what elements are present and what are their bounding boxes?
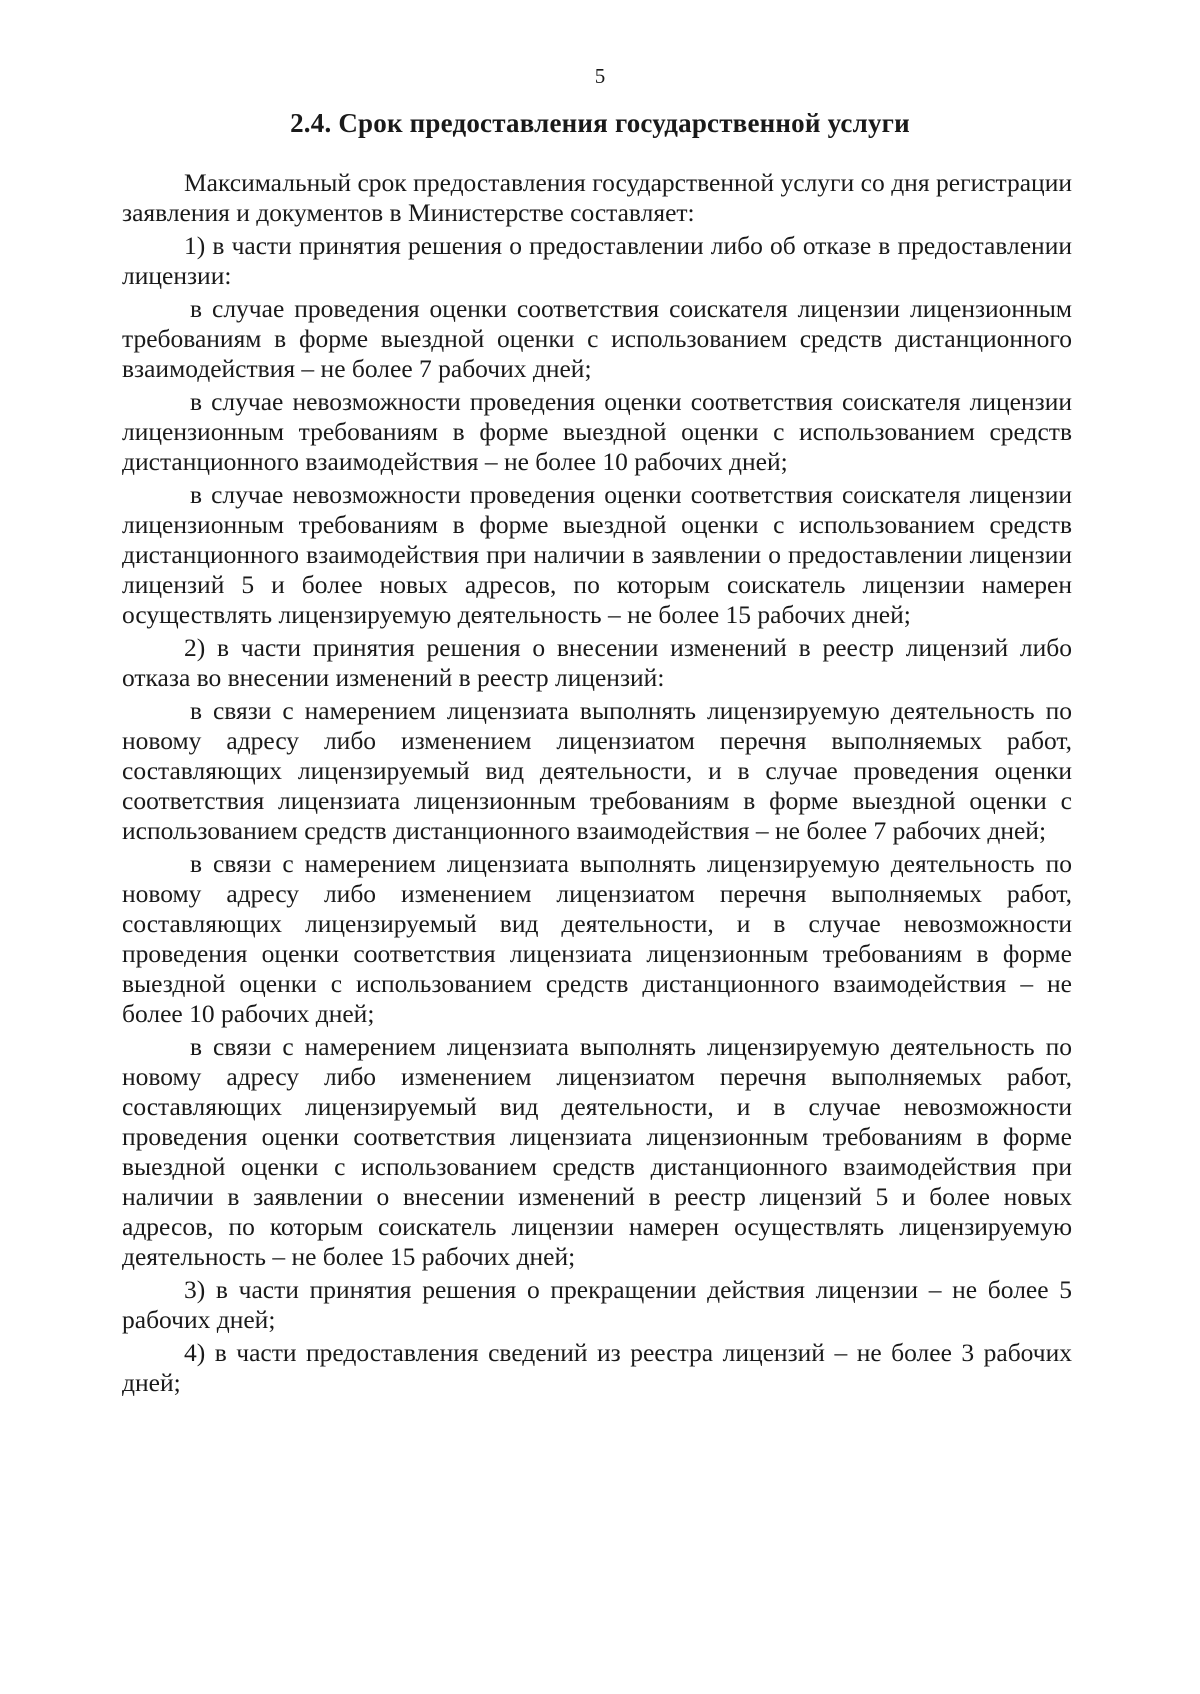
document-body bbox=[122, 168, 1072, 1401]
paragraph-item-2-case-b: в связи с намерением лицензиата выполнять лицензируемую деятельность по новому адресу либо изменением лицензиатом перечня выполняемых работ, составляющих лицензируемый вид деятельности, и в случае невозможности проведения оценки соответствия лицензиата лицензионным требованиям в форме выездной оценки с использованием средств дистанционного взаимодействия – не более 10 рабочих дней; bbox=[122, 849, 1072, 1028]
paragraph-item-1: 1) в части принятия решения о предоставлении либо об отказе в предоставлении лицензии: bbox=[122, 231, 1072, 290]
paragraph-item-1-case-b: в случае невозможности проведения оценки соответствия соискателя лицензии лицензионным требованиям в форме выездной оценки с использованием средств дистанционного взаимодействия – не более 10 рабочих дней; bbox=[122, 387, 1072, 476]
paragraph-intro: Максимальный срок предоставления государственной услуги со дня регистрации заявления и документов в Министерстве составляет: bbox=[122, 168, 1072, 227]
section-heading: 2.4. Срок предоставления государственной услуги bbox=[290, 108, 910, 138]
paragraph-item-3: 3) в части принятия решения о прекращении действия лицензии – не более 5 рабочих дней; bbox=[122, 1275, 1072, 1334]
page-number: 5 bbox=[594, 64, 606, 88]
paragraph-item-4: 4) в части предоставления сведений из реестра лицензий – не более 3 рабочих дней; bbox=[122, 1338, 1072, 1397]
paragraph-item-2: 2) в части принятия решения о внесении изменений в реестр лицензий либо отказа во внесении изменений в реестр лицензий: bbox=[122, 633, 1072, 692]
paragraph-item-2-case-a: в связи с намерением лицензиата выполнять лицензируемую деятельность по новому адресу либо изменением лицензиатом перечня выполняемых работ, составляющих лицензируемый вид деятельности, и в случае проведения оценки соответствия лицензиата лицензионным требованиям в форме выездной оценки с использованием средств дистанционного взаимодействия – не более 7 рабочих дней; bbox=[122, 696, 1072, 845]
paragraph-item-2-case-c: в связи с намерением лицензиата выполнять лицензируемую деятельность по новому адресу либо изменением лицензиатом перечня выполняемых работ, составляющих лицензируемый вид деятельности, и в случае невозможности проведения оценки соответствия лицензиата лицензионным требованиям в форме выездной оценки с использованием средств дистанционного взаимодействия при наличии в заявлении о внесении изменений в реестр лицензий 5 и более новых адресов, по которым соискатель лицензии намерен осуществлять лицензируемую деятельность – не более 15 рабочих дней; bbox=[122, 1032, 1072, 1271]
paragraph-item-1-case-a: в случае проведения оценки соответствия соискателя лицензии лицензионным требованиям в форме выездной оценки с использованием средств дистанционного взаимодействия – не более 7 рабочих дней; bbox=[122, 294, 1072, 383]
paragraph-item-1-case-c: в случае невозможности проведения оценки соответствия соискателя лицензии лицензионным требованиям в форме выездной оценки с использованием средств дистанционного взаимодействия при наличии в заявлении о предоставлении лицензии лицензий 5 и более новых адресов, по которым соискатель лицензии намерен осуществлять лицензируемую деятельность – не более 15 рабочих дней; bbox=[122, 480, 1072, 629]
